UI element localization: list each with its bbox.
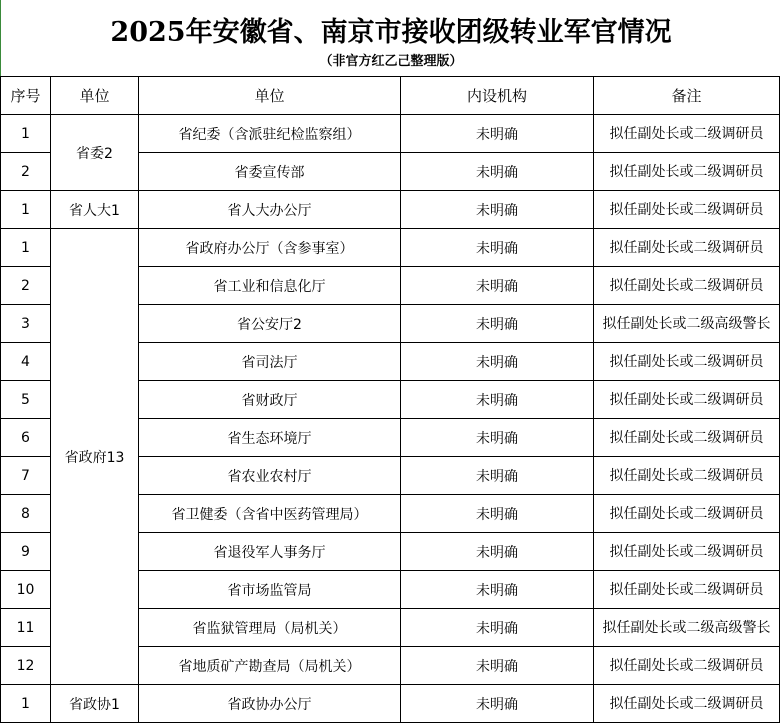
cell-group-unit[interactable]: 省政府13 bbox=[51, 229, 139, 685]
cell-inner[interactable]: 未明确 bbox=[401, 571, 594, 609]
cell-group-unit[interactable]: 省人大1 bbox=[51, 191, 139, 229]
cell-inner[interactable]: 未明确 bbox=[401, 495, 594, 533]
cell-inner[interactable]: 未明确 bbox=[401, 343, 594, 381]
cell-no[interactable]: 1 bbox=[1, 191, 51, 229]
cell-dept[interactable]: 省政协办公厅 bbox=[139, 685, 401, 723]
table-row bbox=[1, 685, 780, 723]
cell-note[interactable]: 拟任副处长或二级调研员 bbox=[594, 229, 780, 267]
header-row bbox=[1, 77, 780, 115]
header-cell-dept[interactable]: 单位 bbox=[139, 77, 401, 115]
cell-inner[interactable]: 未明确 bbox=[401, 381, 594, 419]
cell-dept[interactable]: 省生态环境厅 bbox=[139, 419, 401, 457]
cell-inner[interactable]: 未明确 bbox=[401, 647, 594, 685]
cell-no[interactable]: 8 bbox=[1, 495, 51, 533]
cell-dept[interactable]: 省监狱管理局（局机关） bbox=[139, 609, 401, 647]
cell-no[interactable]: 4 bbox=[1, 343, 51, 381]
cell-note[interactable]: 拟任副处长或二级调研员 bbox=[594, 343, 780, 381]
cell-inner[interactable]: 未明确 bbox=[401, 419, 594, 457]
cell-note[interactable]: 拟任副处长或二级调研员 bbox=[594, 191, 780, 229]
cell-dept[interactable]: 省卫健委（含省中医药管理局） bbox=[139, 495, 401, 533]
cell-note[interactable]: 拟任副处长或二级调研员 bbox=[594, 457, 780, 495]
cell-inner[interactable]: 未明确 bbox=[401, 267, 594, 305]
cell-inner[interactable]: 未明确 bbox=[401, 305, 594, 343]
cell-no[interactable]: 7 bbox=[1, 457, 51, 495]
cell-group-unit[interactable]: 省政协1 bbox=[51, 685, 139, 723]
cell-no[interactable]: 9 bbox=[1, 533, 51, 571]
cell-dept[interactable]: 省退役军人事务厅 bbox=[139, 533, 401, 571]
table-row bbox=[1, 115, 780, 153]
cell-dept[interactable]: 省委宣传部 bbox=[139, 153, 401, 191]
cell-dept[interactable]: 省纪委（含派驻纪检监察组） bbox=[139, 115, 401, 153]
cell-note[interactable]: 拟任副处长或二级调研员 bbox=[594, 419, 780, 457]
cell-no[interactable]: 2 bbox=[1, 153, 51, 191]
cell-no[interactable]: 2 bbox=[1, 267, 51, 305]
cell-group-unit[interactable]: 省委2 bbox=[51, 115, 139, 191]
cell-dept[interactable]: 省财政厅 bbox=[139, 381, 401, 419]
table-body bbox=[1, 115, 780, 723]
cell-inner[interactable]: 未明确 bbox=[401, 609, 594, 647]
table-row bbox=[1, 191, 780, 229]
table-row bbox=[1, 229, 780, 267]
page-subtitle: （非官方红乙己整理版） bbox=[319, 54, 463, 69]
cell-note[interactable]: 拟任副处长或二级调研员 bbox=[594, 495, 780, 533]
title-block bbox=[0, 0, 780, 76]
cell-dept[interactable]: 省市场监管局 bbox=[139, 571, 401, 609]
cell-no[interactable]: 3 bbox=[1, 305, 51, 343]
page-title: 2025年安徽省、南京市接收团级转业军官情况 bbox=[110, 17, 672, 48]
cell-no[interactable]: 6 bbox=[1, 419, 51, 457]
cell-inner[interactable]: 未明确 bbox=[401, 229, 594, 267]
header-cell-note[interactable]: 备注 bbox=[594, 77, 780, 115]
data-table bbox=[0, 76, 780, 723]
cell-note[interactable]: 拟任副处长或二级调研员 bbox=[594, 533, 780, 571]
cell-inner[interactable]: 未明确 bbox=[401, 115, 594, 153]
header-cell-inner[interactable]: 内设机构 bbox=[401, 77, 594, 115]
cell-dept[interactable]: 省司法厅 bbox=[139, 343, 401, 381]
cell-no[interactable]: 11 bbox=[1, 609, 51, 647]
cell-note[interactable]: 拟任副处长或二级调研员 bbox=[594, 381, 780, 419]
cell-dept[interactable]: 省农业农村厅 bbox=[139, 457, 401, 495]
cell-no[interactable]: 1 bbox=[1, 229, 51, 267]
cell-no[interactable]: 5 bbox=[1, 381, 51, 419]
cell-dept[interactable]: 省人大办公厅 bbox=[139, 191, 401, 229]
cell-note[interactable]: 拟任副处长或二级高级警长 bbox=[594, 609, 780, 647]
cell-no[interactable]: 1 bbox=[1, 685, 51, 723]
cell-inner[interactable]: 未明确 bbox=[401, 457, 594, 495]
cell-note[interactable]: 拟任副处长或二级调研员 bbox=[594, 571, 780, 609]
cell-note[interactable]: 拟任副处长或二级高级警长 bbox=[594, 305, 780, 343]
cell-note[interactable]: 拟任副处长或二级调研员 bbox=[594, 153, 780, 191]
cell-no[interactable]: 10 bbox=[1, 571, 51, 609]
cell-dept[interactable]: 省工业和信息化厅 bbox=[139, 267, 401, 305]
cell-dept[interactable]: 省地质矿产勘查局（局机关） bbox=[139, 647, 401, 685]
cell-dept[interactable]: 省公安厅2 bbox=[139, 305, 401, 343]
cell-note[interactable]: 拟任副处长或二级调研员 bbox=[594, 115, 780, 153]
cell-dept[interactable]: 省政府办公厅（含参事室） bbox=[139, 229, 401, 267]
cell-note[interactable]: 拟任副处长或二级调研员 bbox=[594, 267, 780, 305]
cell-inner[interactable]: 未明确 bbox=[401, 533, 594, 571]
cell-inner[interactable]: 未明确 bbox=[401, 191, 594, 229]
cell-note[interactable]: 拟任副处长或二级调研员 bbox=[594, 685, 780, 723]
cell-inner[interactable]: 未明确 bbox=[401, 685, 594, 723]
cell-no[interactable]: 12 bbox=[1, 647, 51, 685]
cell-no[interactable]: 1 bbox=[1, 115, 51, 153]
header-cell-unit[interactable]: 单位 bbox=[51, 77, 139, 115]
cell-inner[interactable]: 未明确 bbox=[401, 153, 594, 191]
header-cell-no[interactable]: 序号 bbox=[1, 77, 51, 115]
cell-note[interactable]: 拟任副处长或二级调研员 bbox=[594, 647, 780, 685]
